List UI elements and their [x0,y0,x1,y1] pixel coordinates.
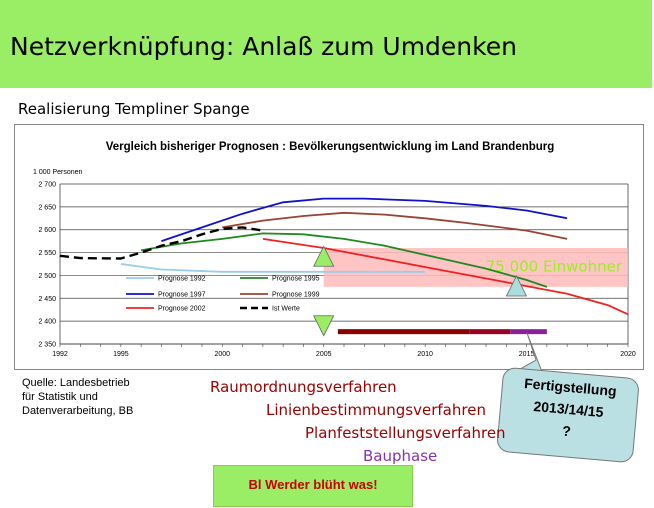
annotation-band-layer [324,248,628,287]
marker-triangle-down [314,316,334,336]
y-tick-label: 2 400 [38,318,56,326]
annotation-text: -75 000 Einwohner [480,257,622,276]
callout-line: 2013/14/15 [532,397,605,421]
legend-label: Prognose 1999 [272,291,320,299]
callout-line: Fertigstellung [523,375,618,400]
process-linienbestimmung: Linienbestimmungsverfahren [266,401,486,419]
x-tick-label: 2000 [214,351,231,358]
process-planfeststellung: Planfeststellungsverfahren [305,424,506,442]
y-tick-label: 2 450 [38,295,56,303]
callout-line: ? [561,422,572,440]
legend-label: Ist Werte [272,305,300,313]
x-tick-label: 2015 [518,351,535,358]
y-tick-label: 2 350 [38,341,56,349]
y-tick-label: 2 500 [38,272,56,280]
bottom-note-box [213,465,413,507]
y-tick-label: 2 650 [38,204,56,212]
y-tick-label: 2 600 [38,227,56,235]
x-tick-label: 2020 [620,351,636,358]
chart-title: Vergleich bisheriger Prognosen : Bevölkerungsentwicklung im Land Brandenburg [105,141,555,153]
process-bauphase: Bauphase [363,447,438,465]
y-tick-label: 2 550 [38,250,56,258]
slide-title: Netzverknüpfung: Anlaß zum Umdenken [10,32,517,61]
legend-label: Prognose 1995 [272,275,320,283]
series-line-prognose-1999 [222,213,567,239]
x-tick-label: 1995 [113,351,129,358]
timeline-bar [415,329,470,334]
process-raumordnung: Raumordnungsverfahren [210,378,397,396]
legend-label: Prognose 1992 [158,275,206,283]
series-line-prognose-1997 [161,199,567,242]
x-tick-label: 2005 [315,351,332,358]
x-tick-label: 2010 [417,351,433,358]
legend-label: Prognose 2002 [158,305,206,313]
source-note: Quelle: Landesbetrieb für Statistik und Datenverarbeitung, BB [22,377,134,417]
timeline-bar [338,329,415,334]
timeline-bar [510,329,547,334]
y-tick-label: 2 700 [38,181,56,189]
y-axis-label: 1 000 Personen [33,169,83,176]
timeline-bar [470,329,511,334]
legend-label: Prognose 1997 [158,291,206,299]
legend [126,276,320,313]
bottom-note: Bl Werder blüht was! [248,477,378,492]
timeline-bars [338,329,547,334]
slide-subtitle: Realisierung Templiner Spange [18,100,250,118]
x-tick-label: 1992 [52,351,68,358]
series-line-ist-werte [60,227,263,258]
